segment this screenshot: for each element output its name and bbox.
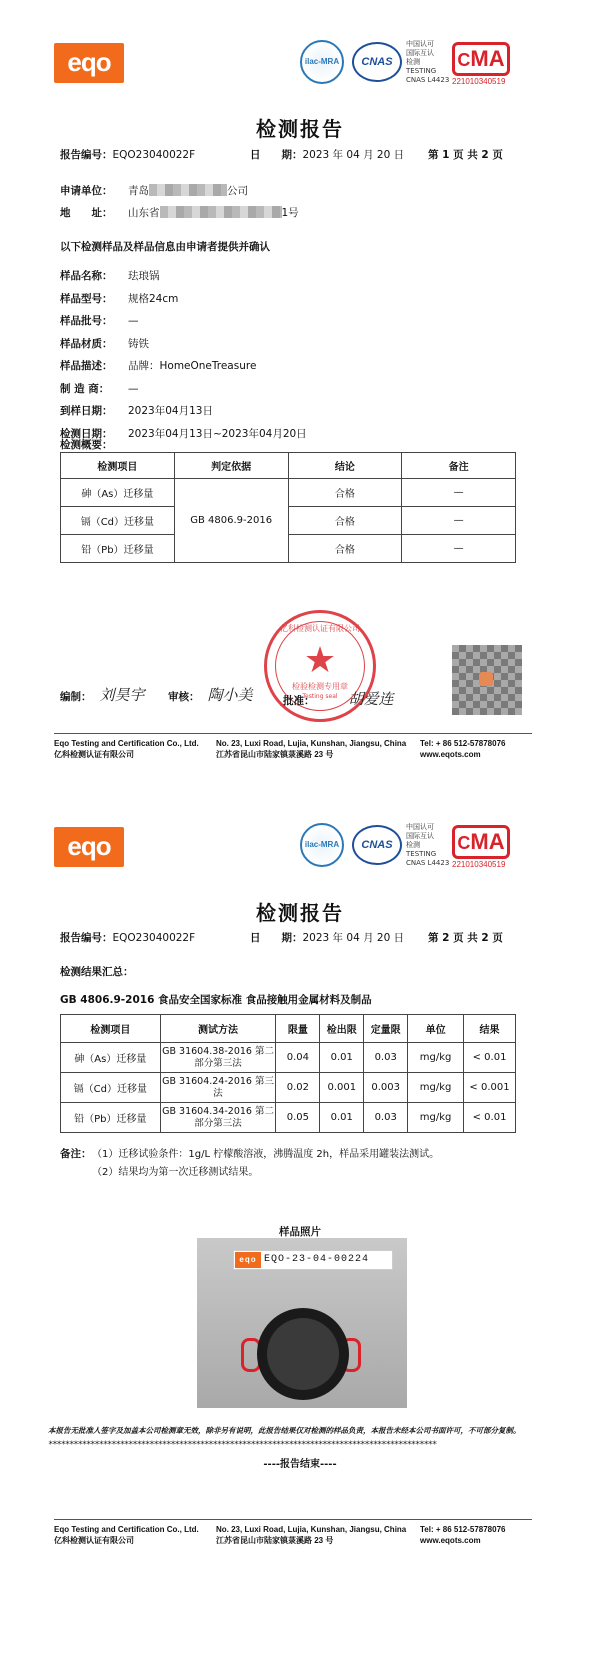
ilac-mra-logo: ilac-MRA: [300, 823, 344, 867]
sample-intro: 以下检测样品及样品信息由申请者提供并确认: [60, 241, 270, 253]
report-page-1: [0, 0, 600, 835]
redacted-block: [160, 206, 282, 218]
eqo-logo: eqo: [54, 827, 124, 867]
sample-info-row: 检测日期： 2023年04月13日~2023年04月20日: [60, 427, 307, 440]
applicant-unit: 申请单位： 青岛 公司: [60, 185, 248, 197]
results-table: [60, 1014, 516, 1133]
sample-tag: eqo EQO-23-04-00224: [233, 1250, 393, 1270]
report-number-line: 报告编号：EQO23040022F: [60, 932, 196, 944]
report-date-line: 日 期：2023 年 04 月 20 日: [250, 149, 405, 161]
signature-compiled: 编制： 刘昊宇: [60, 686, 145, 704]
table-header: 判定依据: [174, 453, 288, 479]
table-row: 砷（As）迁移量 GB 4806.9-2016 合格 —: [61, 479, 516, 507]
judgement-basis: GB 4806.9-2016: [174, 479, 288, 563]
page-indicator: 第 2 页 共 2 页: [428, 932, 503, 944]
footer-address: No. 23, Luxi Road, Lujia, Kunshan, Jiangsu, China 江苏省昆山市陆家镇菉溪路 23 号: [216, 739, 407, 759]
page-indicator: 第 1 页 共 2 页: [428, 149, 503, 161]
sample-info-row: 样品批号： —: [60, 315, 139, 327]
star-icon: ★: [303, 640, 337, 681]
table-row: 铅（Pb）迁移量 GB 31604.34-2016 第二部分第三法 0.05 0.01 0.03 mg/kg < 0.01: [61, 1103, 516, 1133]
cma-number: 221010340519: [452, 860, 506, 869]
sample-info-row: 样品型号： 规格24cm: [60, 292, 179, 305]
cma-logo: CMA: [452, 42, 510, 76]
footer-divider: [54, 1519, 532, 1520]
table-header: 定量限: [364, 1015, 408, 1043]
table-header: 测试方法: [160, 1015, 276, 1043]
sample-info-row: 到样日期： 2023年04月13日: [60, 405, 213, 417]
sample-info-row: 制 造 商： —: [60, 382, 139, 395]
results-summary-label: 检测结果汇总：: [60, 966, 134, 978]
report-date-line: 日 期：2023 年 04 月 20 日: [250, 932, 405, 944]
footer-company: Eqo Testing and Certification Co., Ltd. 亿科检测认证有限公司: [54, 739, 199, 759]
ilac-mra-logo: ilac-MRA: [300, 40, 344, 84]
redacted-block: [149, 184, 227, 196]
report-number-line: 报告编号：EQO23040022F: [60, 149, 196, 161]
sample-info-row: 样品材质： 铸铁: [60, 337, 149, 350]
table-header: 限量: [276, 1015, 320, 1043]
cma-logo: CMA: [452, 825, 510, 859]
table-row: 铅（Pb）迁移量 合格 —: [61, 535, 516, 563]
cnas-accreditation-text: 中国认可 国际互认 检测 TESTING CNAS L4423: [406, 823, 450, 867]
table-row: 镉（Cd）迁移量 合格 —: [61, 507, 516, 535]
photo-title: 样品照片: [279, 1226, 321, 1238]
table-row: 镉（Cd）迁移量 GB 31604.24-2016 第三法 0.02 0.001 0.003 mg/kg < 0.001: [61, 1073, 516, 1103]
table-header: 结果: [464, 1015, 516, 1043]
report-title: 检测报告: [256, 901, 344, 925]
table-header: 检出限: [320, 1015, 364, 1043]
table-row: 砷（As）迁移量 GB 31604.38-2016 第二部分第三法 0.04 0.01 0.03 mg/kg < 0.01: [61, 1043, 516, 1073]
enamel-pot: [257, 1308, 349, 1400]
standard-title: GB 4806.9-2016 食品安全国家标准 食品接触用金属材料及制品: [60, 994, 372, 1006]
cnas-accreditation-text: 中国认可 国际互认 检测 TESTING CNAS L4423: [406, 40, 450, 84]
footer-contact: Tel: + 86 512-57878076 www.eqots.com: [420, 739, 506, 759]
table-header: 检测项目: [61, 453, 175, 479]
report-end: ----报告结束----: [263, 1459, 337, 1470]
table-header: 备注: [402, 453, 516, 479]
cnas-logo: CNAS: [352, 42, 402, 82]
overview-table: [60, 452, 516, 563]
footer-address: No. 23, Luxi Road, Lujia, Kunshan, Jiangsu, China 江苏省昆山市陆家镇菉溪路 23 号: [216, 1525, 407, 1545]
signature-reviewed: 审核： 陶小美: [168, 686, 253, 704]
overview-label: 检测概要：: [60, 439, 113, 451]
sample-photo: [197, 1238, 407, 1408]
sample-info-row: 样品名称： 珐琅锅: [60, 270, 160, 282]
table-header: 单位: [408, 1015, 464, 1043]
disclaimer: 本报告无批准人签字及加盖本公司检测章无效，除非另有说明，此报告结果仅对检测的样品负责，本报告未经本公司书面许可，不可部分复制。: [48, 1426, 521, 1435]
table-header: 检测项目: [61, 1015, 161, 1043]
table-header: 结论: [288, 453, 402, 479]
qr-code: [452, 645, 522, 715]
sample-info-list: [60, 264, 307, 444]
eqo-logo: eqo: [54, 43, 124, 83]
applicant-address: 地 址： 山东省 1号: [60, 207, 299, 219]
report-title: 检测报告: [256, 117, 344, 141]
footer-company: Eqo Testing and Certification Co., Ltd. 亿科检测认证有限公司: [54, 1525, 199, 1545]
footer-divider: [54, 733, 532, 734]
signature-approved: 批准： 胡爱连: [283, 690, 394, 708]
notes: 备注：（1）迁移试验条件：1g/L 柠檬酸溶液，沸腾温度 2h，样品采用罐装法测试。 （2）结果均为第一次迁移测试结果。: [60, 1148, 440, 1178]
testing-seal-stamp: 亿科检测认证有限公司 ★ 检验检测专用章 Testing seal: [264, 610, 376, 722]
footer-contact: Tel: + 86 512-57878076 www.eqots.com: [420, 1525, 506, 1545]
sample-info-row: 样品描述： 品牌：HomeOneTreasure: [60, 360, 257, 372]
report-page-2: [0, 823, 600, 1671]
asterisk-divider: ********************************************************************************************: [48, 1440, 437, 1450]
cma-number: 221010340519: [452, 77, 506, 86]
cnas-logo: CNAS: [352, 825, 402, 865]
